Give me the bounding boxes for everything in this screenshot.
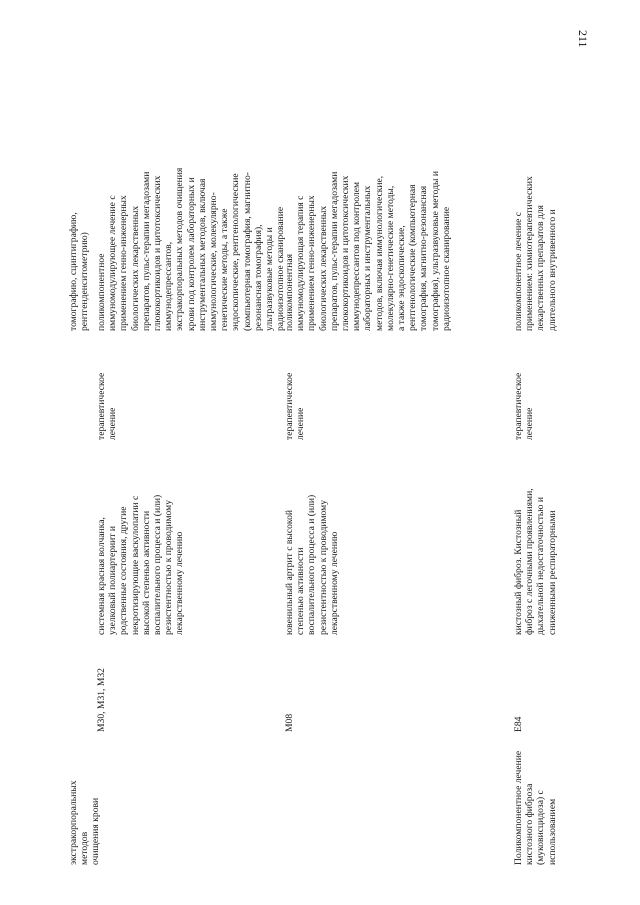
cell-model: системная красная волчанка, узелковый полиартериит и родственные состояния, другие некротизирующие васкулопатии с высокой степенью активности воспалительного процесса и (или) резистентностью к проводимому лекарственному лечению	[96, 494, 186, 635]
cell-name: Поликомпонентное лечение кистозного фиброза (муковисцидоза) с использованием	[513, 750, 558, 865]
cell-kind: терапевтическое лечение	[284, 372, 307, 440]
cell-kind: терапевтическое лечение	[513, 372, 536, 440]
page-number: 211	[576, 30, 590, 48]
cell-model: ювенильный артрит с высокой степенью активности воспалительного процесса и (или) резистентностью к проводимому лекарственному лечению	[284, 494, 340, 635]
cell-method: поликомпонентное иммуномодулирующее лечение с применением генно-инженерных биологических лекарственных препаратов, пульс-терапии мегадозами глюкокортикоидов и цитотоксических иммунодепрессантов, экстракорпоральных методов очищения крови под контролем лабораторных и инструментальных методов, включая иммунологические, молекулярно- генетические методы, а также эндоскопические, рентгенологические (компьютерная томография, магнитно- резонансная томография), ультразвуковые методы и радиоизотопное сканирование	[96, 167, 287, 331]
cell-method: томографию, сцинтиграфию, рентгенденситометрию)	[68, 212, 91, 331]
cell-code: M30, M31, M32	[96, 668, 107, 732]
cell-kind: терапевтическое лечение	[96, 372, 119, 440]
cell-code: M08	[284, 713, 295, 732]
cell-method: поликомпонентное лечение с применением: химиотерапевтических лекарственных препаратов для длительного внутривенного и	[513, 176, 558, 331]
cell-name: экстракорпоральных методов очищения крови	[68, 780, 102, 865]
cell-method: поликомпонентная иммуномодулирующая терапия с применением генно-инженерных биологических лекарственных препаратов, пульс-терапии мегадозами глюкокортикоидов и цитотоксических иммунодепрессантов под контролем лабораторных и инструментальных методов, включая иммунологические, молекулярно-генетические методы, а также эндоскопические, рентгенологические (компьютерная томография, магнитно-резонансная томография), ультразвуковые методы и радиоизотопное сканирование	[284, 171, 452, 331]
cell-code: E84	[513, 716, 524, 732]
rotated-table	[68, 120, 588, 865]
cell-model: кистозный фиброз. Кистозный фиброз с легочными проявлениями, дыхательной недостаточностью и сниженными респираторными	[513, 488, 558, 635]
